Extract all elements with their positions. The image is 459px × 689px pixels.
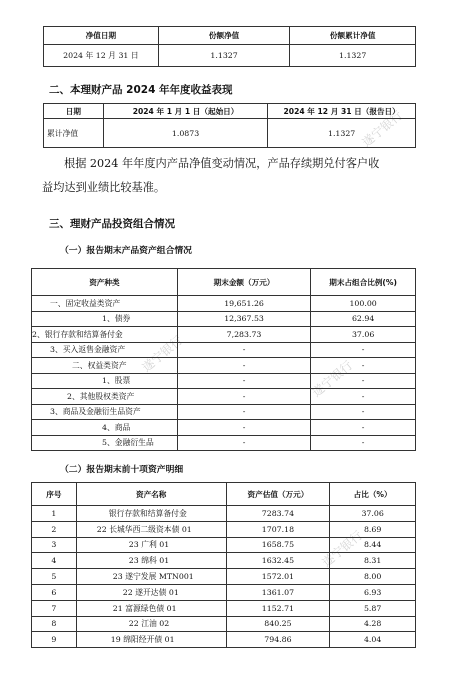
row-number: 6 bbox=[32, 584, 77, 600]
asset-type: 二、权益类资产 bbox=[32, 358, 178, 374]
asset-percentage: 37.06 bbox=[330, 506, 416, 522]
watermark: 遂宁银行 bbox=[319, 528, 366, 570]
row-number: 4 bbox=[32, 553, 77, 569]
yield-header-start: 2024 年 1 月 1 日（起始日） bbox=[103, 104, 267, 119]
asset-name: 19 绵阳经开债 01 bbox=[76, 632, 226, 648]
portfolio-row bbox=[32, 435, 416, 451]
top10-header-name: 资产名称 bbox=[76, 483, 226, 506]
top10-row bbox=[32, 632, 416, 648]
row-number: 8 bbox=[32, 616, 77, 632]
top10-row bbox=[32, 521, 416, 537]
portfolio-row bbox=[32, 327, 416, 343]
asset-type: 3、商品及金融衍生品资产 bbox=[32, 404, 178, 420]
nav-table bbox=[43, 26, 416, 67]
yield-table bbox=[43, 103, 416, 148]
portfolio-header-ratio: 期末占组合比例(%) bbox=[311, 269, 416, 296]
row-number: 1 bbox=[32, 506, 77, 522]
top10-row bbox=[32, 584, 416, 600]
asset-type: 4、商品 bbox=[32, 420, 178, 436]
section3-title: 三、理财产品投资组合情况 bbox=[49, 218, 175, 230]
asset-amount: - bbox=[177, 435, 310, 451]
top10-row bbox=[32, 537, 416, 553]
watermark: 遂宁银行 bbox=[359, 108, 406, 150]
asset-type: 3、买入返售金融资产 bbox=[32, 342, 178, 358]
asset-percentage: 8.00 bbox=[330, 569, 416, 585]
asset-name: 22 江油 02 bbox=[76, 616, 226, 632]
asset-percentage: 4.04 bbox=[330, 632, 416, 648]
portfolio-table bbox=[31, 268, 416, 451]
portfolio-row bbox=[32, 311, 416, 327]
section2-title: 二、本理财产品 2024 年年度收益表现 bbox=[49, 84, 233, 96]
portfolio-row bbox=[32, 420, 416, 436]
row-number: 5 bbox=[32, 569, 77, 585]
row-number: 7 bbox=[32, 600, 77, 616]
asset-valuation: 1632.45 bbox=[226, 553, 330, 569]
asset-percentage: 8.69 bbox=[330, 521, 416, 537]
asset-ratio: - bbox=[311, 389, 416, 405]
asset-name: 22 长城华西二级资本债 01 bbox=[76, 521, 226, 537]
asset-percentage: 6.93 bbox=[330, 584, 416, 600]
portfolio-row bbox=[32, 296, 416, 312]
asset-ratio: - bbox=[311, 435, 416, 451]
portfolio-row bbox=[32, 373, 416, 389]
top10-rows bbox=[32, 506, 416, 648]
summary-line-2: 益均达到业绩比较基准。 bbox=[42, 181, 166, 194]
asset-amount: 7,283.73 bbox=[177, 327, 310, 343]
portfolio-row bbox=[32, 358, 416, 374]
portfolio-rows bbox=[32, 296, 416, 451]
top10-row bbox=[32, 569, 416, 585]
asset-valuation: 7283.74 bbox=[226, 506, 330, 522]
asset-type: 2、银行存款和结算备付金 bbox=[32, 327, 178, 343]
asset-name: 银行存款和结算备付金 bbox=[76, 506, 226, 522]
yield-header-date: 日期 bbox=[44, 104, 104, 119]
asset-ratio: 100.00 bbox=[311, 296, 416, 312]
nav-date: 2024 年 12 月 31 日 bbox=[44, 45, 159, 67]
asset-valuation: 1361.07 bbox=[226, 584, 330, 600]
top10-table bbox=[31, 482, 416, 648]
asset-name: 23 绵科 01 bbox=[76, 553, 226, 569]
nav-accum-value: 1.1327 bbox=[290, 45, 416, 67]
top10-row bbox=[32, 506, 416, 522]
asset-valuation: 1707.18 bbox=[226, 521, 330, 537]
top10-row bbox=[32, 616, 416, 632]
asset-amount: - bbox=[177, 404, 310, 420]
top10-header-pct: 占比（%） bbox=[330, 483, 416, 506]
yield-start-value: 1.0873 bbox=[103, 119, 267, 148]
asset-name: 22 遂开达债 01 bbox=[76, 584, 226, 600]
asset-ratio: - bbox=[311, 373, 416, 389]
portfolio-row bbox=[32, 389, 416, 405]
nav-unit-value: 1.1327 bbox=[158, 45, 290, 67]
portfolio-row bbox=[32, 404, 416, 420]
summary-line-1: 根据 2024 年年度内产品净值变动情况，产品存续期兑付客户收 bbox=[64, 157, 380, 170]
asset-type: 1、债券 bbox=[32, 311, 178, 327]
nav-header-accum: 份额累计净值 bbox=[290, 27, 416, 45]
asset-type: 2、其他股权类资产 bbox=[32, 389, 178, 405]
asset-percentage: 8.31 bbox=[330, 553, 416, 569]
asset-ratio: 62.94 bbox=[311, 311, 416, 327]
portfolio-row bbox=[32, 342, 416, 358]
top10-header-no: 序号 bbox=[32, 483, 77, 506]
asset-ratio: - bbox=[311, 358, 416, 374]
watermark: 遂宁银行 bbox=[139, 333, 186, 375]
portfolio-header-amount: 期末金额（万元） bbox=[177, 269, 310, 296]
nav-header-unit: 份额净值 bbox=[158, 27, 290, 45]
asset-valuation: 1572.01 bbox=[226, 569, 330, 585]
asset-amount: 12,367.53 bbox=[177, 311, 310, 327]
asset-name: 21 富源绿色债 01 bbox=[76, 600, 226, 616]
yield-end-value: 1.1327 bbox=[268, 119, 416, 148]
summary-paragraph bbox=[42, 152, 442, 200]
asset-type: 一、固定收益类资产 bbox=[32, 296, 178, 312]
asset-ratio: - bbox=[311, 342, 416, 358]
row-number: 3 bbox=[32, 537, 77, 553]
asset-percentage: 5.87 bbox=[330, 600, 416, 616]
row-number: 9 bbox=[32, 632, 77, 648]
asset-valuation: 840.25 bbox=[226, 616, 330, 632]
top10-header-value: 资产估值（万元） bbox=[226, 483, 330, 506]
asset-amount: - bbox=[177, 373, 310, 389]
nav-header-date: 净值日期 bbox=[44, 27, 159, 45]
asset-ratio: - bbox=[311, 420, 416, 436]
asset-amount: 19,651.26 bbox=[177, 296, 310, 312]
asset-percentage: 4.28 bbox=[330, 616, 416, 632]
asset-percentage: 8.44 bbox=[330, 537, 416, 553]
asset-amount: - bbox=[177, 342, 310, 358]
portfolio-header-type: 资产种类 bbox=[32, 269, 178, 296]
watermark: 遂宁银行 bbox=[309, 358, 356, 400]
top10-row bbox=[32, 600, 416, 616]
sub1-title: （一）报告期末产品资产组合情况 bbox=[60, 246, 192, 256]
asset-valuation: 1658.75 bbox=[226, 537, 330, 553]
asset-amount: - bbox=[177, 358, 310, 374]
asset-name: 23 广利 01 bbox=[76, 537, 226, 553]
asset-valuation: 1152.71 bbox=[226, 600, 330, 616]
asset-amount: - bbox=[177, 420, 310, 436]
asset-ratio: 37.06 bbox=[311, 327, 416, 343]
asset-name: 23 遂宁发展 MTN001 bbox=[76, 569, 226, 585]
sub2-title: （二）报告期末前十项资产明细 bbox=[60, 465, 184, 475]
yield-row-label: 累计净值 bbox=[44, 119, 104, 148]
yield-header-end: 2024 年 12 月 31 日（报告日） bbox=[268, 104, 416, 119]
row-number: 2 bbox=[32, 521, 77, 537]
asset-ratio: - bbox=[311, 404, 416, 420]
top10-row bbox=[32, 553, 416, 569]
asset-type: 5、金融衍生品 bbox=[32, 435, 178, 451]
asset-type: 1、股票 bbox=[32, 373, 178, 389]
asset-valuation: 794.86 bbox=[226, 632, 330, 648]
asset-amount: - bbox=[177, 389, 310, 405]
